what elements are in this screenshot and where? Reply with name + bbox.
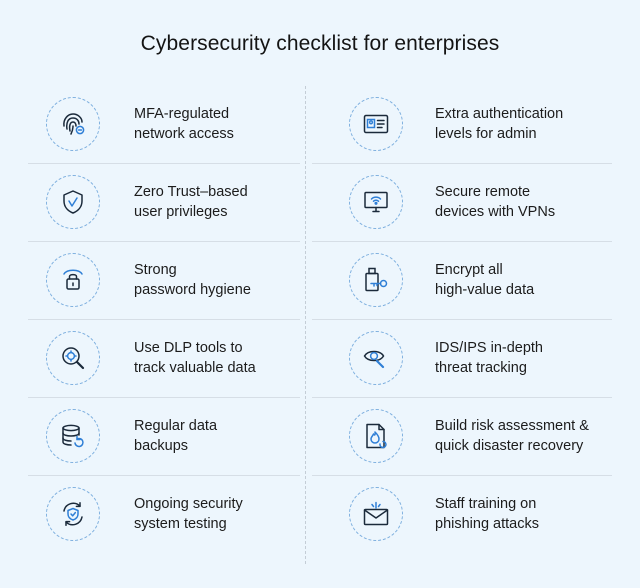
icon-circle [349,253,403,307]
item-label-line2: levels for admin [435,126,537,142]
item-label-line2: system testing [134,516,227,532]
item-label-line2: user privileges [134,204,228,220]
icon-circle [46,253,100,307]
item-label-line2: high-value data [435,282,535,298]
checklist-item [312,242,612,320]
checklist-item [312,476,612,554]
item-label-line2: track valuable data [134,360,256,376]
item-label-line1: Staff training on [435,496,537,512]
item-label-line1: Zero Trust–based [134,184,248,200]
checklist-item [312,86,612,164]
id-card-icon [363,111,389,137]
checklist-item [28,242,300,320]
item-label-line1: Use DLP tools to [134,340,243,356]
checklist-item [28,164,300,242]
icon-circle [349,487,403,541]
icon-circle [46,331,100,385]
checklist-item [28,86,300,164]
icon-circle [46,175,100,229]
item-label-line1: Strong [134,262,177,278]
item-label-line2: backups [134,438,189,454]
item-label-line1: Extra authentication [435,106,564,122]
item-label-line2: phishing attacks [435,516,539,532]
checklist-item [312,164,612,242]
item-label-line1: Build risk assessment & [435,418,589,434]
center-divider [305,86,306,564]
cycle-shield-icon [60,501,86,527]
fire-document-icon [363,423,389,449]
eye-magnifier-icon [363,345,389,371]
item-label-line2: devices with VPNs [435,204,556,220]
item-label-line1: MFA-regulated [134,106,230,122]
database-backup-icon [60,423,86,449]
checklist-item [312,398,612,476]
checklist-item [28,398,300,476]
icon-circle [349,331,403,385]
usb-key-icon [363,267,389,293]
monitor-wifi-icon [363,189,389,215]
item-label-line2: network access [134,126,234,142]
item-label-line1: Encrypt all [435,262,503,278]
item-label-line1: Regular data [134,418,218,434]
item-label-line2: password hygiene [134,282,251,298]
item-label-line1: IDS/IPS in-depth [435,340,543,356]
page-title: Cybersecurity checklist for enterprises [140,32,500,55]
fingerprint-icon [60,111,86,137]
envelope-alert-icon [363,501,389,527]
item-label-line1: Secure remote [435,184,531,200]
icon-circle [46,409,100,463]
lock-icon [60,267,86,293]
checklist-item [312,320,612,398]
checklist-item [28,476,300,554]
icon-circle [46,97,100,151]
item-label-line2: quick disaster recovery [435,438,584,454]
icon-circle [349,175,403,229]
item-label-line2: threat tracking [435,360,527,376]
checklist-item [28,320,300,398]
magnifier-gear-icon [60,345,86,371]
icon-circle [349,97,403,151]
icon-circle [349,409,403,463]
item-label-line1: Ongoing security [134,496,243,512]
shield-icon [60,189,86,215]
icon-circle [46,487,100,541]
